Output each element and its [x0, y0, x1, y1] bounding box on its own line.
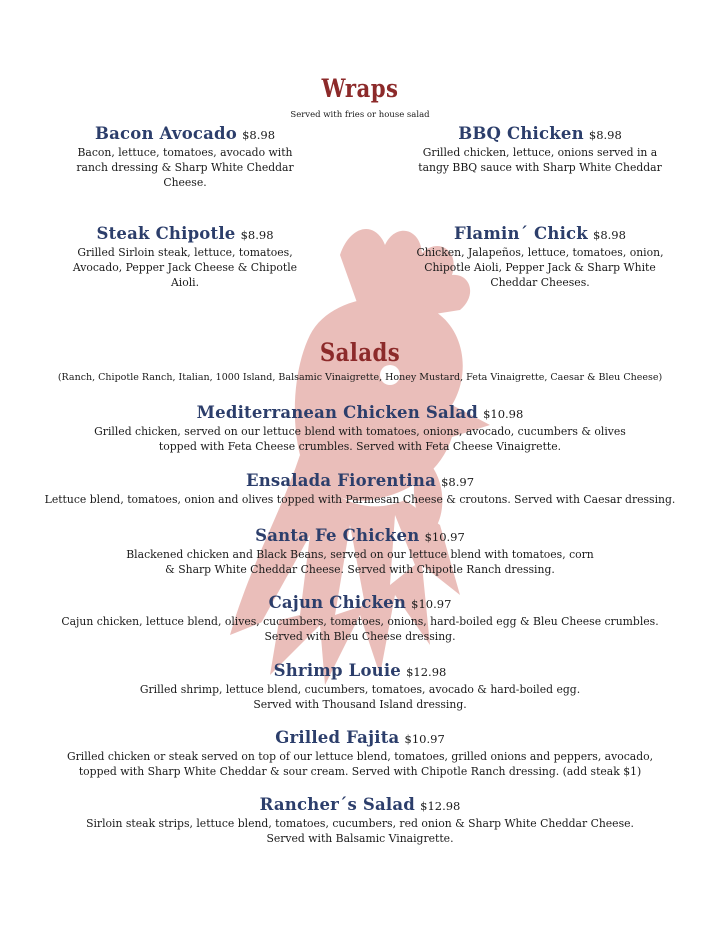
- menu-item: [20, 526, 700, 577]
- item-name: Cajun Chicken: [268, 593, 407, 612]
- item-name: Flamin´ Chick: [454, 224, 588, 243]
- item-price: $8.98: [588, 128, 622, 142]
- item-price: $8.97: [441, 475, 475, 489]
- item-price: $10.97: [411, 597, 452, 611]
- item-description: Grilled chicken, served on our lettuce blend with tomatoes, onions, avocado, cucumbers & olives topped with Feta Cheese crumbles. Served with Feta Cheese Vinaigrette.: [94, 425, 626, 453]
- item-description: Sirloin steak strips, lettuce blend, tomatoes, cucumbers, red onion & Sharp White Cheddar Cheese. Served with Balsamic Vinaigrette.: [86, 817, 634, 845]
- menu-item: [60, 124, 310, 190]
- item-name: Bacon Avocado: [94, 124, 237, 143]
- item-price: $10.98: [483, 407, 524, 421]
- item-price: $12.98: [406, 665, 447, 679]
- item-description: Blackened chicken and Black Beans, served on our lettuce blend with tomatoes, corn & Sharp White Cheddar Cheese. Served with Chipotle Ranch dressing.: [126, 548, 594, 576]
- salads-title: Salads: [319, 338, 401, 367]
- item-description: Cajun chicken, lettuce blend, olives, cucumbers, tomatoes, onions, hard-boiled egg & Bleu Cheese crumbles. Served with Bleu Cheese dressing.: [61, 615, 659, 643]
- item-name: Santa Fe Chicken: [255, 526, 420, 545]
- item-name: Ensalada Fiorentina: [245, 471, 436, 490]
- menu-item: [410, 124, 670, 175]
- item-name: Rancher´s Salad: [259, 795, 416, 814]
- item-price: $8.98: [593, 228, 626, 242]
- menu-item: [20, 795, 700, 846]
- item-description: Grilled shrimp, lettuce blend, cucumbers, tomatoes, avocado & hard-boiled egg. Served with Thousand Island dressing.: [139, 683, 581, 711]
- item-name: Shrimp Louie: [273, 661, 402, 680]
- menu-item: [60, 224, 310, 290]
- menu-item: [20, 661, 700, 712]
- item-name: Steak Chipotle: [96, 224, 236, 243]
- item-price: $8.98: [240, 228, 274, 242]
- item-description: Grilled Sirloin steak, lettuce, tomatoes, Avocado, Pepper Jack Cheese & Chipotle Aioli.: [72, 246, 298, 289]
- wraps-subtitle: Served with fries or house salad: [290, 110, 430, 120]
- wraps-title: Wraps: [321, 74, 399, 103]
- item-name: BBQ Chicken: [458, 124, 584, 143]
- item-price: $10.97: [424, 530, 465, 544]
- item-description: Grilled chicken or steak served on top of our lettuce blend, tomatoes, grilled onions and peppers, avocado, topped with Sharp White Cheddar & sour cream. Served with Chipotle Ranch dressing. (add steak $1): [66, 750, 654, 778]
- menu-item: [20, 471, 700, 507]
- item-description: Bacon, lettuce, tomatoes, avocado with ranch dressing & Sharp White Cheddar Cheese.: [76, 146, 294, 189]
- menu-item: [20, 403, 700, 454]
- menu-item: [20, 728, 700, 779]
- menu-item: [410, 224, 670, 290]
- item-price: $10.97: [404, 732, 445, 746]
- menu-item: [20, 593, 700, 644]
- item-name: Mediterranean Chicken Salad: [196, 403, 478, 422]
- item-description: Grilled chicken, lettuce, onions served in a tangy BBQ sauce with Sharp White Cheddar: [418, 146, 662, 174]
- item-description: Lettuce blend, tomatoes, onion and olives topped with Parmesan Cheese & croutons. Served with Caesar dressing.: [44, 493, 676, 506]
- item-description: Chicken, Jalapeños, lettuce, tomatoes, onion, Chipotle Aioli, Pepper Jack & Sharp White Cheddar Cheeses.: [416, 246, 664, 289]
- salad-dressings: (Ranch, Chipotle Ranch, Italian, 1000 Island, Balsamic Vinaigrette, Honey Mustard, Feta Vinaigrette, Caesar & Bleu Cheese): [57, 372, 663, 383]
- item-price: $12.98: [420, 799, 461, 813]
- item-price: $8.98: [242, 128, 276, 142]
- item-name: Grilled Fajita: [275, 728, 400, 747]
